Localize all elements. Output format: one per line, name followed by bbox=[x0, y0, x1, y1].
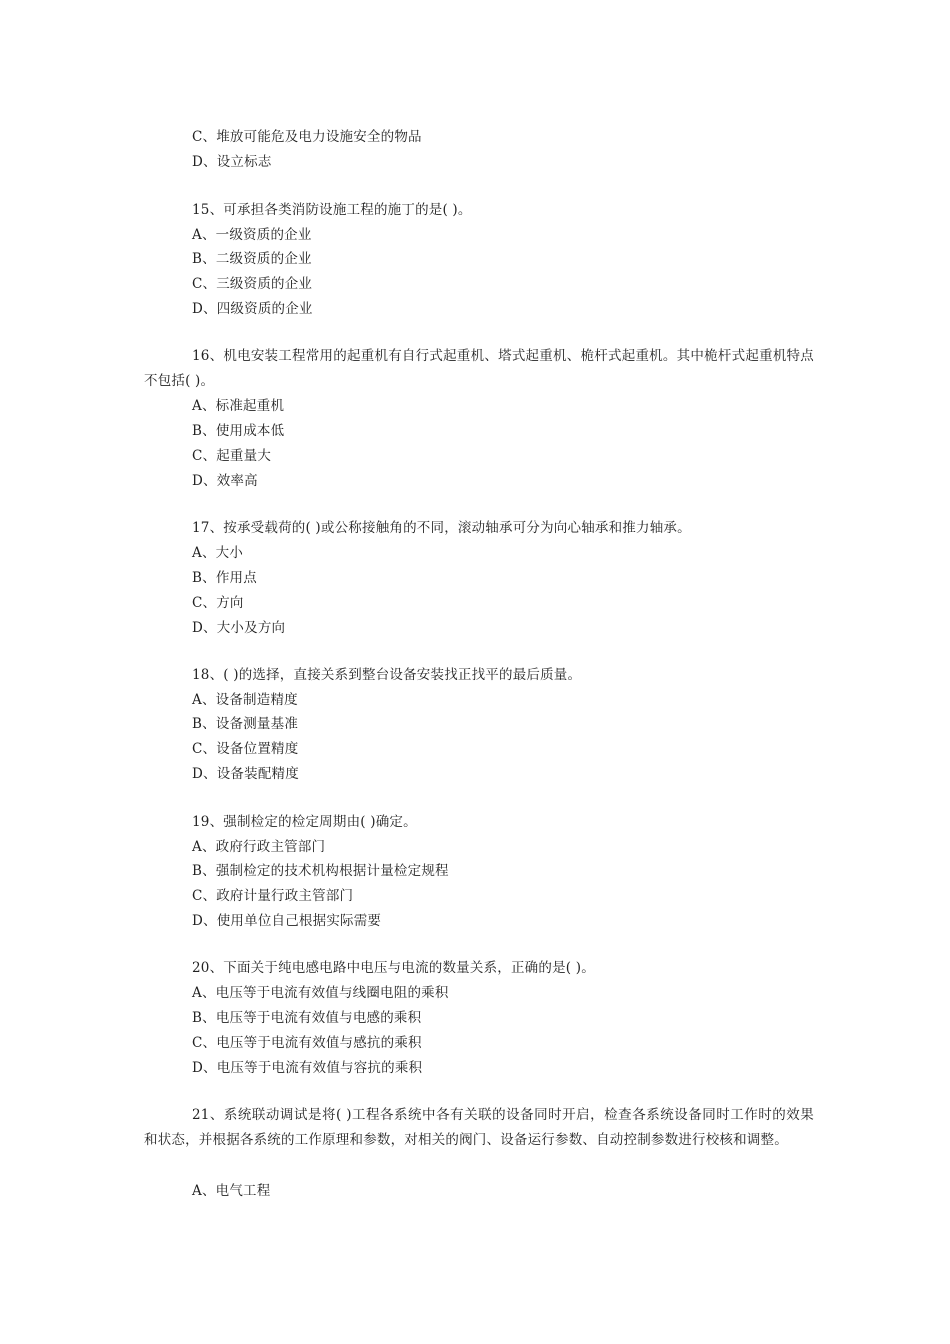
question-19-option-b: B、强制检定的技术机构根据计量检定规程 bbox=[192, 863, 449, 879]
question-16-option-b: B、使用成本低 bbox=[192, 423, 285, 439]
question-18-option-d: D、设备装配精度 bbox=[192, 766, 299, 782]
question-20-option-d: D、电压等于电流有效值与容抗的乘积 bbox=[192, 1060, 423, 1076]
question-15-option-c: C、三级资质的企业 bbox=[192, 276, 313, 292]
question-16-stem: 16、机电安装工程常用的起重机有自行式起重机、塔式起重机、桅杆式起重机。其中桅杆式起重机特点不包括( )。 bbox=[144, 348, 814, 389]
question-15-option-d: D、四级资质的企业 bbox=[192, 301, 313, 317]
question-19-option-d: D、使用单位自己根据实际需要 bbox=[192, 913, 382, 929]
option-d: D、设立标志 bbox=[192, 154, 272, 170]
question-15-stem: 15、可承担各类消防设施工程的施丁的是( )。 bbox=[192, 202, 472, 218]
question-17-option-a: A、大小 bbox=[192, 545, 244, 561]
question-18-option-a: A、设备制造精度 bbox=[192, 692, 298, 708]
question-19-option-c: C、政府计量行政主管部门 bbox=[192, 888, 354, 904]
question-16-option-d: D、效率高 bbox=[192, 473, 258, 489]
question-18-stem: 18、( )的选择，直接关系到整台设备安装找正找平的最后质量。 bbox=[192, 667, 582, 683]
question-18-option-b: B、设备测量基准 bbox=[192, 716, 299, 732]
question-20-stem: 20、下面关于纯电感电路中电压与电流的数量关系，正确的是( )。 bbox=[192, 960, 595, 976]
question-18-option-c: C、设备位置精度 bbox=[192, 741, 299, 757]
question-17-stem: 17、按承受载荷的( )或公称接触角的不同，滚动轴承可分为向心轴承和推力轴承。 bbox=[192, 520, 691, 536]
question-15-option-a: A、一级资质的企业 bbox=[192, 227, 312, 243]
question-21-stem: 21、系统联动调试是将( )工程各系统中各有关联的设备同时开启，检查各系统设备同时工作时的效果和状态，并根据各系统的工作原理和参数，对相关的阀门、设备运行参数、自动控制参数进行校核和调整。 bbox=[144, 1107, 814, 1148]
question-17-option-d: D、大小及方向 bbox=[192, 620, 286, 636]
question-16-option-a: A、标准起重机 bbox=[192, 398, 285, 414]
question-20-option-b: B、电压等于电流有效值与电感的乘积 bbox=[192, 1010, 422, 1026]
question-20-option-c: C、电压等于电流有效值与感抗的乘积 bbox=[192, 1035, 422, 1051]
question-17-option-b: B、作用点 bbox=[192, 570, 257, 586]
question-19-stem: 19、强制检定的检定周期由( )确定。 bbox=[192, 814, 417, 830]
option-c: C、堆放可能危及电力设施安全的物品 bbox=[192, 129, 422, 145]
question-21-option-a: A、电气工程 bbox=[192, 1183, 271, 1199]
question-17-option-c: C、方向 bbox=[192, 595, 244, 611]
question-20-option-a: A、电压等于电流有效值与线圈电阻的乘积 bbox=[192, 985, 449, 1001]
question-15-option-b: B、二级资质的企业 bbox=[192, 251, 312, 267]
question-19-option-a: A、政府行政主管部门 bbox=[192, 839, 326, 855]
question-16-option-c: C、起重量大 bbox=[192, 448, 272, 464]
